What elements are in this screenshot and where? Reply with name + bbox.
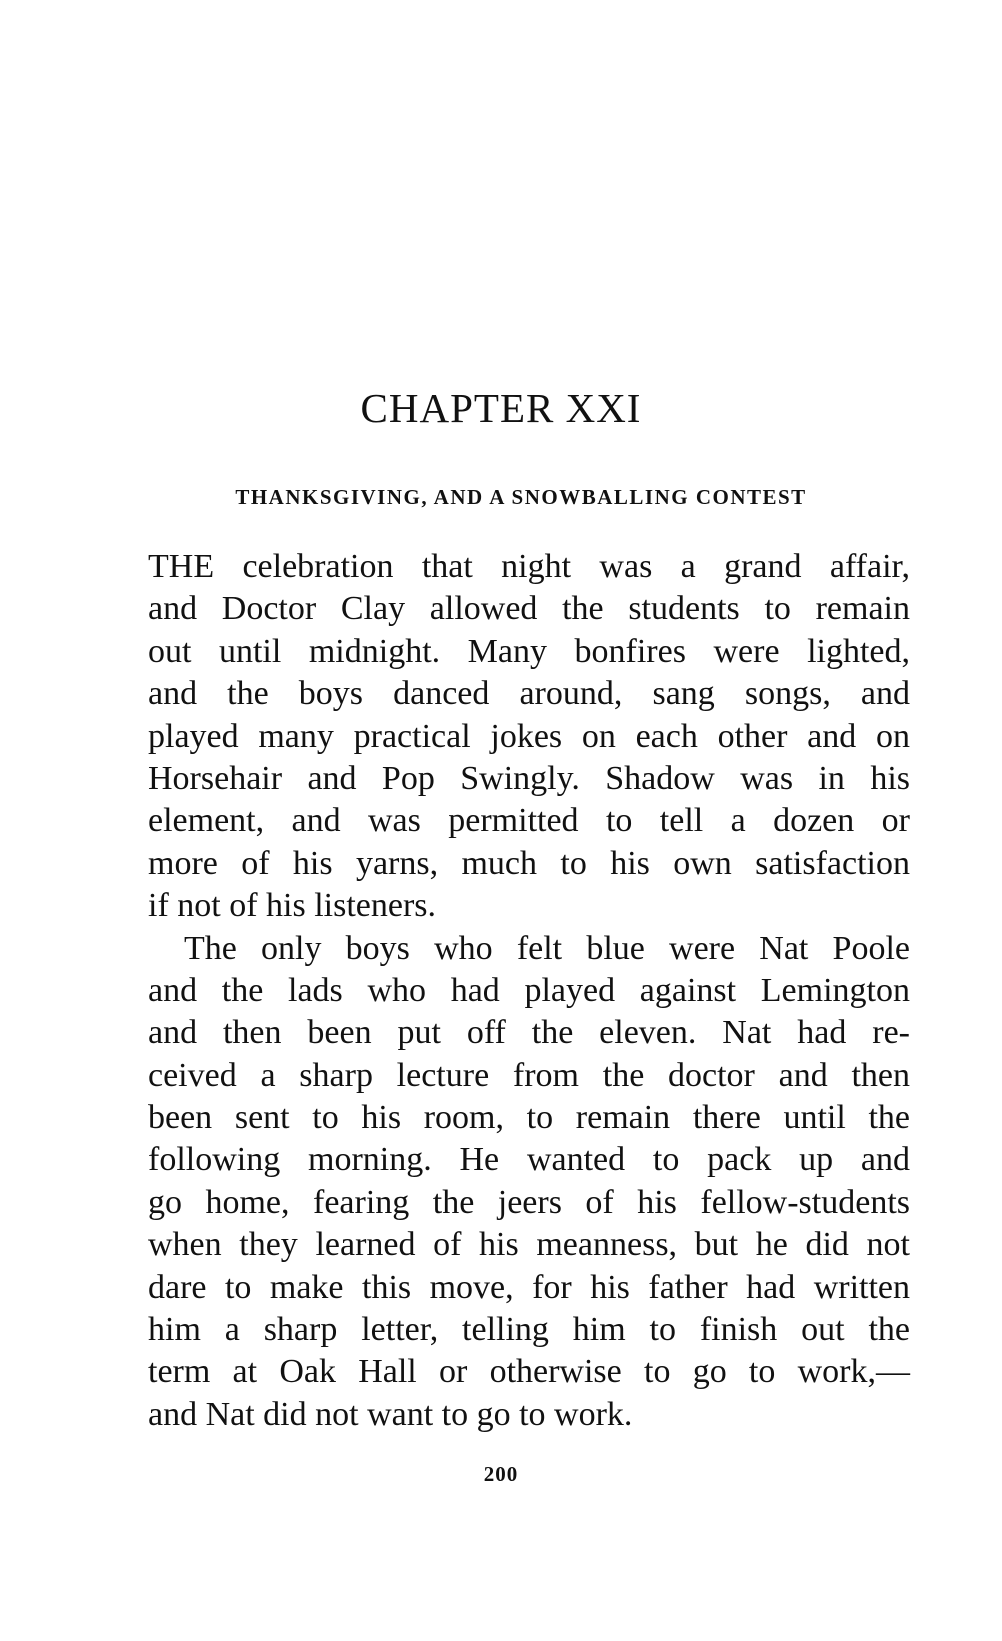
text-line: and then been put off the eleven. Nat had re- <box>148 1014 910 1052</box>
text-line: Horsehair and Pop Swingly. Shadow was in his <box>148 759 910 797</box>
text-line: more of his yarns, much to his own satisfaction <box>148 844 910 882</box>
text-line: played many practical jokes on each other and on <box>148 717 910 755</box>
text-line: and the boys danced around, sang songs, and <box>148 675 910 713</box>
text-line: THE celebration that night was a grand affair, <box>148 548 910 585</box>
text-line: if not of his listeners. <box>148 887 437 925</box>
text-line: him a sharp letter, telling him to finish out the <box>148 1311 910 1349</box>
text-line: dare to make this move, for his father had written <box>148 1268 910 1306</box>
text-line: The only boys who felt blue were Nat Poole <box>184 929 910 967</box>
chapter-body <box>148 546 910 1436</box>
paragraph-1 <box>148 546 910 928</box>
paragraph-2 <box>148 928 910 1437</box>
text-line: been sent to his room, to remain there until the <box>148 1099 910 1137</box>
text-line: out until midnight. Many bonfires were lighted, <box>148 632 910 670</box>
text-line: following morning. He wanted to pack up and <box>148 1141 910 1179</box>
chapter-subtitle: THANKSGIVING, AND A SNOWBALLING CONTEST <box>235 485 807 509</box>
text-line: ceived a sharp lecture from the doctor and then <box>148 1056 910 1094</box>
text-line: and Doctor Clay allowed the students to remain <box>148 590 910 628</box>
text-line: term at Oak Hall or otherwise to go to work,— <box>148 1353 910 1391</box>
text-line: and the lads who had played against Lemington <box>148 971 910 1009</box>
text-line: and Nat did not want to go to work. <box>148 1395 633 1433</box>
page-number: 200 <box>483 1462 519 1486</box>
chapter-title: CHAPTER XXI <box>360 385 642 431</box>
text-line: element, and was permitted to tell a dozen or <box>148 802 910 840</box>
text-line: when they learned of his meanness, but he did not <box>148 1226 910 1264</box>
text-line: go home, fearing the jeers of his fellow-students <box>148 1183 910 1221</box>
